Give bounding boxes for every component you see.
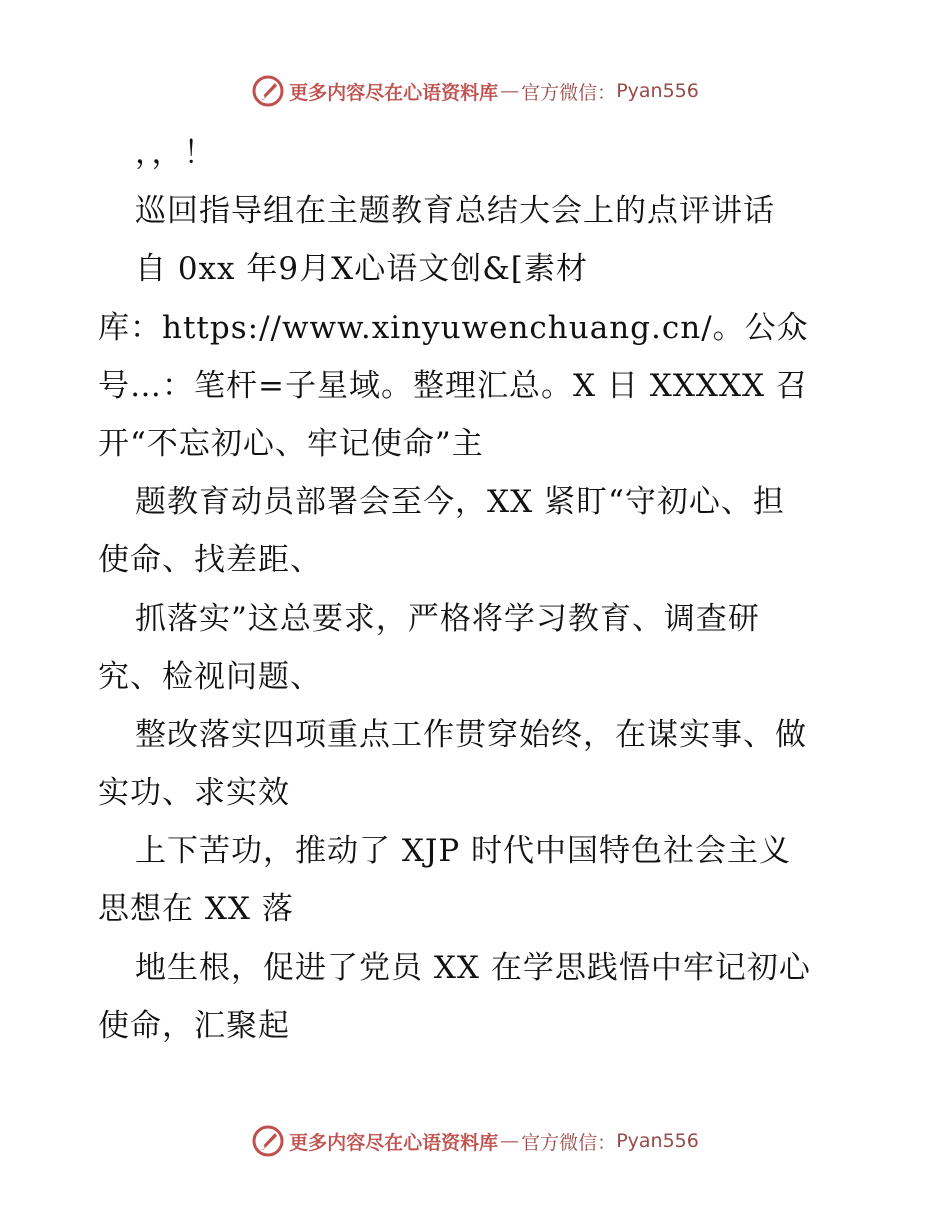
text-line: 上下苦功，推动了 XJP 时代中国特色社会主义 xyxy=(135,833,792,870)
text-line: 开“不忘初心、牢记使命”主 xyxy=(98,425,484,462)
text-line: 抓落实”这总要求，严格将学习教育、调查研 xyxy=(135,600,760,637)
text-line: 巡回指导组在主题教育总结大会上的点评讲话 xyxy=(135,193,775,230)
text-line: 思想在 XX 落 xyxy=(98,891,294,928)
banner-separator: — xyxy=(500,1130,520,1152)
quill-logo-icon xyxy=(251,1124,285,1158)
text-line: 实功、求实效 xyxy=(98,775,290,812)
text-line: 题教育动员部署会至今，XX 紧盯“守初心、担 xyxy=(135,484,785,521)
text-line: 究、检视问题、 xyxy=(98,658,322,695)
document-body xyxy=(98,124,858,1055)
banner-name: 更多内容尽在心语资料库 xyxy=(289,81,499,104)
text-line: ，，！ xyxy=(135,135,216,171)
text-line: 号…：笔杆=子星域。整理汇总。X 日 XXXXX 召 xyxy=(98,367,808,404)
text-line: 地生根，促进了党员 XX 在学思践悟中牢记初心 xyxy=(135,949,811,986)
quill-logo-icon xyxy=(251,74,285,108)
footer-banner xyxy=(0,1124,950,1158)
banner-wechat-id: Pyan556 xyxy=(616,80,699,102)
text-line: 库：https://www.xinyuwenchuang.cn/。公众 xyxy=(98,309,809,346)
banner-wechat-id: Pyan556 xyxy=(616,1130,699,1152)
header-banner xyxy=(0,74,950,108)
text-line: 整改落实四项重点工作贯穿始终，在谋实事、做 xyxy=(135,716,807,753)
text-line: 使命、找差距、 xyxy=(98,542,322,579)
banner-wechat-label: 官方微信： xyxy=(521,81,617,104)
text-line: 使命，汇聚起 xyxy=(98,1007,290,1044)
banner-separator: — xyxy=(500,80,520,102)
banner-name: 更多内容尽在心语资料库 xyxy=(289,1131,499,1154)
text-line: 自 0xx 年9月X心语文创&[素材 xyxy=(135,251,588,288)
banner-wechat-label: 官方微信： xyxy=(521,1131,617,1154)
